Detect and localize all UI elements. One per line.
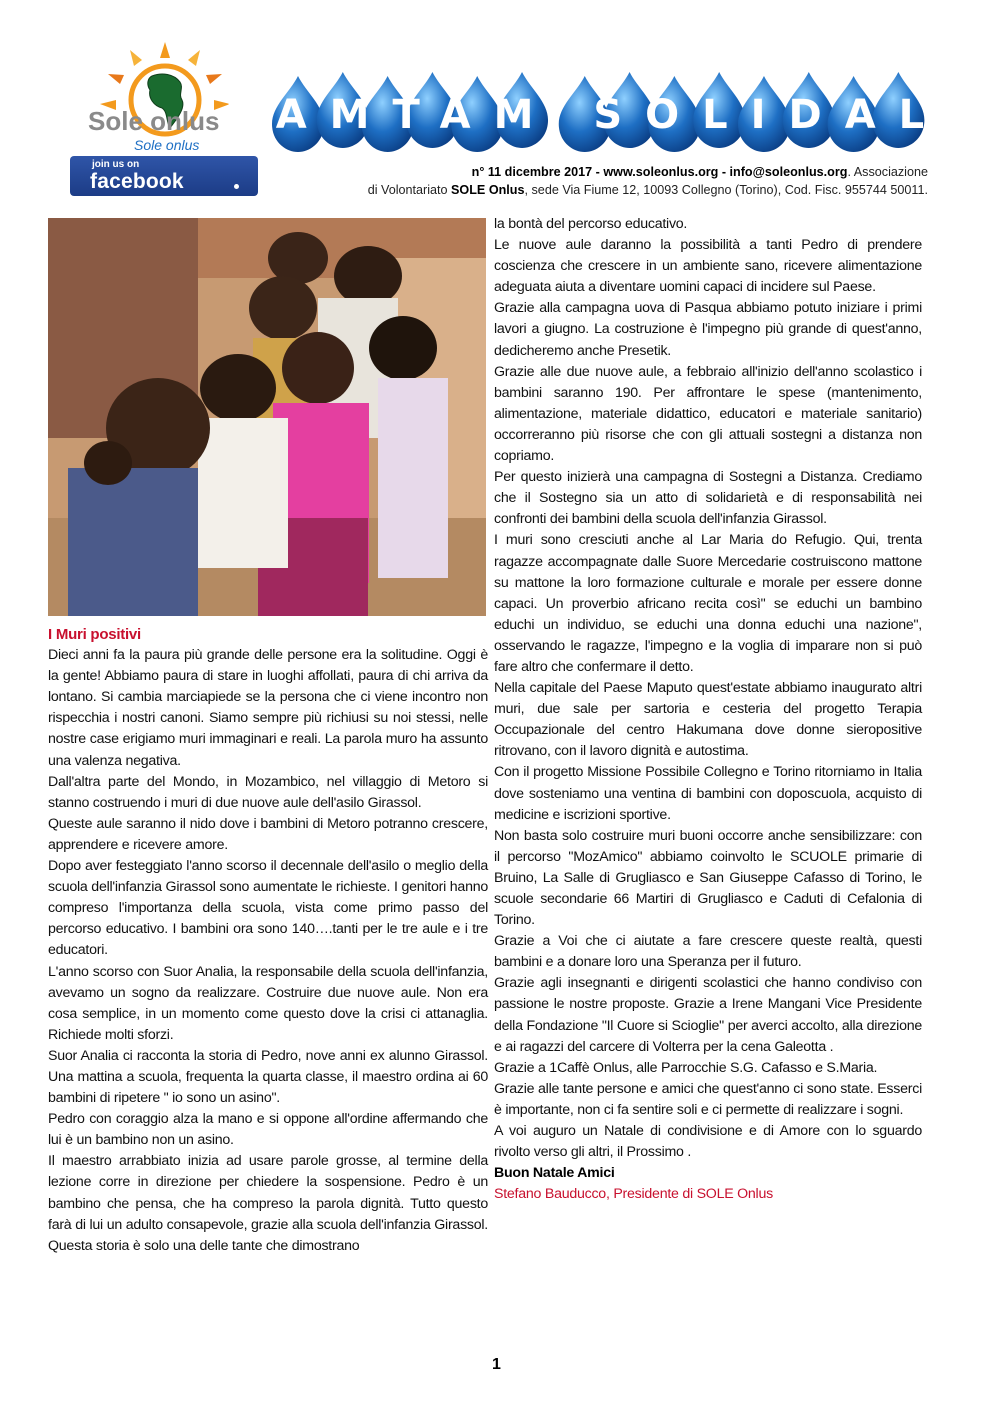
paragraph: Con il progetto Missione Possibile Collegno e Torino ritorniamo in Italia dove sosteniamo una ventina di bambini con doposcuola, acquisto di medicine e iscrizioni sportive. bbox=[494, 764, 922, 823]
page-number: 1 bbox=[492, 1356, 501, 1373]
paragraph: Queste aule saranno il nido dove i bambini di Metoro potranno crescere, apprendere e ricevere amore. bbox=[48, 815, 488, 853]
paragraph: Per questo inizierà una campagna di Sostegni a Distanza. Crediamo che il Sostegno sia un atto di solidarietà e di responsabilità nei confronti dei bambini della scuola dell'infanzia Girassol. bbox=[494, 469, 922, 528]
paragraph: Grazie alla campagna uova di Pasqua abbiamo potuto iniziare i primi lavori a giugno. La costruzione è l'impegno più grande di quest'anno, dedicheremo anche Presetik. bbox=[494, 300, 922, 359]
imprint-volontariato: di Volontariato bbox=[367, 183, 452, 197]
paragraph: Grazie a Voi che ci aiutate a fare crescere queste realtà, questi bambini e a donare loro una Speranza per il futuro. bbox=[494, 933, 922, 971]
paragraph: la bontà del percorso educativo. bbox=[494, 216, 688, 232]
paragraph: Dall'altra parte del Mondo, in Mozambico, nel villaggio di Metoro si stanno costruendo i muri di due nuove aule dell'asilo Girassol. bbox=[48, 773, 488, 811]
paragraph: Nella capitale del Paese Maputo quest'estate abbiamo inaugurato altri muri, due sale per sartoria e cesteria del progetto Terapia Occupazionale del centro Hakumana dove donne sieropositive ritrovano, con il lavoro dignità e autostima. bbox=[494, 680, 922, 760]
paragraph: A voi auguro un Natale di condivisione e di Amore con lo sguardo rivolto verso gli altri, il Prossimo . bbox=[494, 1123, 922, 1161]
paragraph: Grazie alle tante persone e amici che quest'anno ci sono state. Esserci è importante, non ci fa sentire soli e ci permette di realizzare i sogni. bbox=[494, 1080, 922, 1118]
article-right-column bbox=[494, 214, 922, 1205]
facebook-join-text: join us on bbox=[92, 159, 140, 170]
signoff: Buon Natale Amici bbox=[494, 1165, 615, 1182]
paragraph: L'anno scorso con Suor Analia, la responsabile della scuola dell'infanzia, avevamo un sogno da realizzare. Costruire due nuove aule. Non era cosa semplice, in un momento come questo dove la crisi ci attanaglia. Richiede molti sforzi. bbox=[48, 963, 488, 1043]
imprint-line-1 bbox=[308, 163, 928, 181]
paragraph: Pedro con coraggio alza la mano e si oppone all'ordine affermando che lui è un bambino non un asino. bbox=[48, 1111, 488, 1149]
paragraph: Grazie a 1Caffè Onlus, alle Parrocchie S.G. Cafasso e S.Maria. bbox=[494, 1059, 878, 1076]
signature: Stefano Bauducco, Presidente di SOLE Onlus bbox=[494, 1186, 773, 1203]
logo-text: Sole onlus bbox=[88, 106, 220, 136]
paragraph: Dopo aver festeggiato l'anno scorso il decennale dell'asilo o meglio della scuola dell'infanzia Girassol sono aumentate le richieste. I genitori hanno compreso l'importanza della scuola, vista come primo passo del percorso educativo. I bambini ora sono 140….tanti per le tre aule e i tre educatori. bbox=[48, 858, 488, 959]
imprint-line-2 bbox=[308, 181, 928, 199]
paragraph: Il maestro arrabbiato inizia ad usare parole grosse, al termine della lezione corre in direzione per chiedere la sospensione. Pedro è un bambino che pensa, che ha compreso la parola dignità. Tutto questo farà di lui un adulto consapevole, grazie alla scuola dell'infanzia Girassol. Questa storia è solo una delle tante che dimostrano bbox=[48, 1153, 488, 1254]
imprint-association: . Associazione bbox=[847, 165, 928, 179]
facebook-dot-icon bbox=[234, 184, 239, 189]
imprint bbox=[308, 163, 928, 199]
paragraph: Grazie alle due nuove aule, a febbraio all'inizio dell'anno scolastico i bambini saranno 190. Per affrontare le spese (mantenimento, alimentazione, materiale didattico, educatori e materiale sanitario) occorreranno più risorse che con gli attuali sostegni a distanza non copriamo. bbox=[494, 363, 922, 465]
paragraph: Le nuove aule daranno la possibilità a tanti Pedro di prendere coscienza che crescere in un ambiente sano, ricevere alimentazione adeguata aiuta a diventare uomini capaci di incidere sul Paese. bbox=[494, 237, 922, 296]
masthead-title: TAMTAM SOLIDALE bbox=[228, 92, 998, 138]
paragraph: I muri sono cresciuti anche al Lar Maria do Refugio. Qui, trenta ragazze accompagnate dalle Suore Mercedarie costruiscono mattone su mattone la loro formazione culturale e morale per essere donne capaci. Un proverbio africano recita così" se educhi un bambino educhi un individuo, se educhi una donna educhi una nazione", osservando le ragazze, l'impegno e la voglia di imparare non si può fare altro che confermare il detto. bbox=[494, 532, 922, 675]
paragraph: Non basta solo costruire muri buoni occorre anche sensibilizzare: con il percorso "MozAmico" abbiamo coinvolto le SCUOLE primarie di Bruino, La Salle di Grugliasco e San Giuseppe Cafasso di Torino, le scuole secondarie 66 Martiri di Grugliasco e Caduti di Cefalonia di Torino. bbox=[494, 827, 922, 929]
facebook-badge[interactable] bbox=[70, 156, 258, 196]
article-left-column bbox=[48, 624, 488, 1257]
paragraph: Suor Analia ci racconta la storia di Pedro, nove anni ex alunno Girassol. Una mattina a scuola, frequenta la quarta classe, il maestro ordina ai 60 bambini di ripetere " io sono un asino". bbox=[48, 1047, 488, 1107]
imprint-issue: n° 11 dicembre 2017 - www.soleonlus.org - info@soleonlus.org bbox=[471, 165, 848, 179]
imprint-org-name: SOLE Onlus bbox=[451, 183, 525, 197]
facebook-wordmark: facebook bbox=[90, 170, 184, 193]
logo-subtext: Sole onlus bbox=[134, 137, 200, 153]
paragraph: Dieci anni fa la paura più grande delle persone era la solitudine. Oggi è la gente! Abbiamo paura di stare in luoghi affollati, paura di chi arriva da lontano. Si cambia marciapiede se la persona che ci viene incontro non rispecchia i nostri canoni. Siamo sempre più richiusi su noi stessi, nelle nostre case erigiamo muri immaginari e reali. La parola muro ha assunto una valenza negativa. bbox=[48, 647, 488, 769]
masthead bbox=[228, 68, 998, 154]
imprint-address: , sede Via Fiume 12, 10093 Collegno (Torino), Cod. Fisc. 955744 50011. bbox=[524, 183, 928, 197]
article-heading: I Muri positivi bbox=[48, 626, 141, 643]
children-photo bbox=[48, 218, 486, 616]
paragraph: Grazie agli insegnanti e dirigenti scolastici che hanno condiviso con passione le nostre proposte. Grazie a Irene Mangani Vice Presidente della Fondazione "Il Cuore si Scioglie" per averci accolto, alla direzione e ai ragazzi del carcere di Volterra per la cena Galeotta . bbox=[494, 975, 922, 1055]
